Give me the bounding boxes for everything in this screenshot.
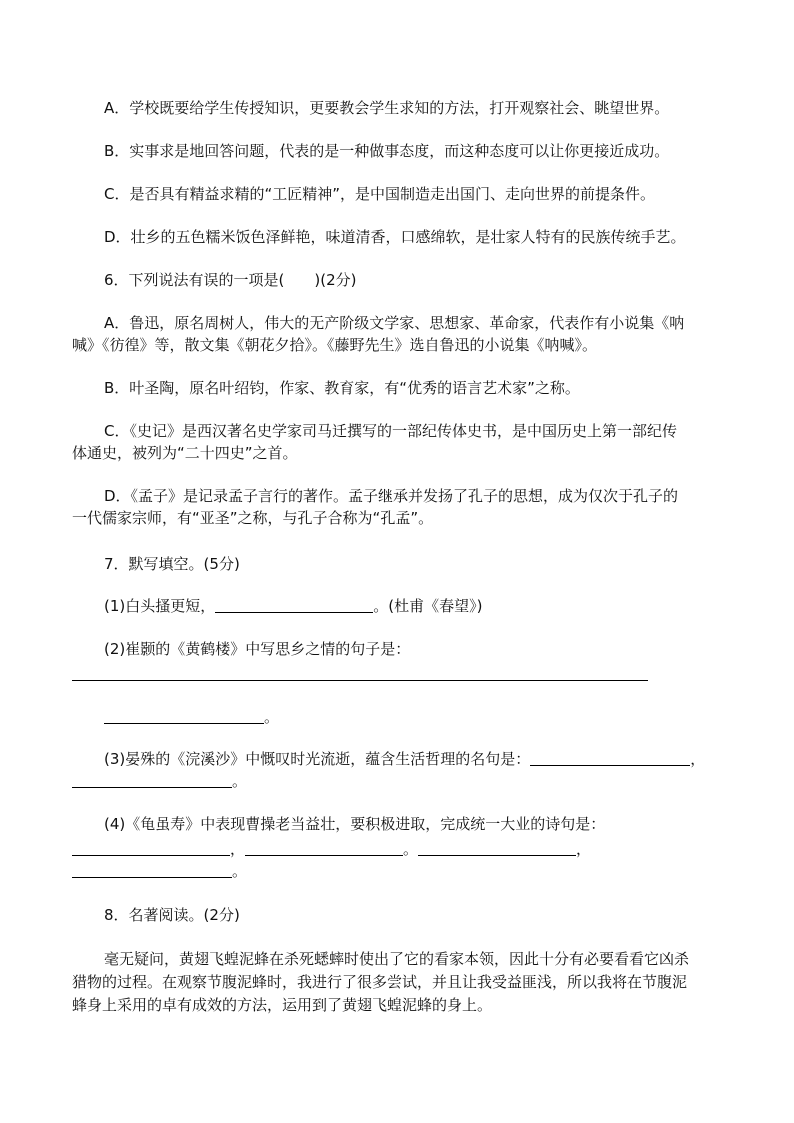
answer-blank[interactable] (72, 863, 232, 878)
q7-item3-comma: ， (690, 750, 706, 768)
q7-item4-period1: 。 (403, 840, 419, 858)
answer-blank[interactable] (72, 773, 232, 788)
q8-stem: 8．名著阅读。(2分) (104, 906, 240, 924)
q7-item2-end (104, 708, 279, 726)
answer-line[interactable] (72, 680, 648, 681)
q6-option-a-line1: A．鲁迅，原名周树人，伟大的无产阶级文学家、思想家、革命家，代表作有小说集《呐 (104, 314, 685, 332)
q7-item4-comma1: ， (230, 840, 246, 858)
q5-option-b: B．实事求是地回答问题，代表的是一种做事态度，而这种态度可以让你更接近成功。 (104, 142, 670, 160)
q7-item2-period: 。 (264, 708, 280, 726)
q5-option-a: A．学校既要给学生传授知识，更要教会学生求知的方法，打开观察社会、眺望世界。 (104, 99, 670, 117)
q6-option-c-line2: 体通史，被列为“二十四史”之首。 (72, 444, 298, 462)
q7-item3 (104, 750, 705, 768)
q7-item4: (4)《龟虽寿》中表现曹操老当益壮，要积极进取，完成统一大业的诗句是： (104, 815, 606, 833)
answer-blank[interactable] (245, 841, 403, 856)
q7-item3-period: 。 (232, 772, 248, 790)
q7-item3-text: (3)晏殊的《浣溪沙》中慨叹时光流逝，蕴含生活哲理的名句是： (104, 750, 531, 768)
q7-item4-comma2: ， (576, 840, 592, 858)
answer-blank[interactable] (72, 841, 230, 856)
q7-item1 (104, 597, 482, 615)
q6-option-a-line2: 喊》《彷徨》等，散文集《朝花夕拾》。《藤野先生》选自鲁迅的小说集《呐喊》。 (72, 336, 598, 354)
q7-item3-end (72, 772, 247, 790)
q6-option-d-line2: 一代儒家宗师，有“亚圣”之称，与孔子合称为“孔孟”。 (72, 509, 434, 527)
q8-passage-line3: 蜂身上采用的卓有成效的方法，运用到了黄翅飞蝗泥蜂的身上。 (72, 996, 493, 1014)
q7-item1-suffix: 。(杜甫《春望》) (373, 597, 483, 615)
q7-item4-period2: 。 (232, 862, 248, 880)
q7-item4-blanks-row1 (72, 840, 591, 858)
q6-option-c-line1: C．《史记》是西汉著名史学家司马迁撰写的一部纪传体史书，是中国历史上第一部纪传 (104, 422, 677, 440)
answer-blank[interactable] (104, 709, 264, 724)
q7-item2: (2)崔颢的《黄鹤楼》中写思乡之情的句子是： (104, 640, 411, 658)
q8-passage-line2: 猎物的过程。在观察节腹泥蜂时，我进行了很多尝试，并且让我受益匪浅，所以我将在节腹泥 (72, 973, 688, 991)
q5-option-c: C．是否具有精益求精的“工匠精神”，是中国制造走出国门、走向世界的前提条件。 (104, 185, 656, 203)
q6-option-b: B．叶圣陶，原名叶绍钧，作家、教育家，有“优秀的语言艺术家”之称。 (104, 379, 580, 397)
q6-stem: 6．下列说法有误的一项是( )(2分) (104, 271, 357, 289)
q7-item4-blanks-row2 (72, 862, 247, 880)
answer-blank[interactable] (530, 751, 690, 766)
q7-stem: 7．默写填空。(5分) (104, 555, 240, 573)
q8-passage-line1: 毫无疑问，黄翅飞蝗泥蜂在杀死蟋蟀时使出了它的看家本领，因此十分有必要看看它凶杀 (104, 950, 690, 968)
q6-option-d-line1: D．《孟子》是记录孟子言行的著作。孟子继承并发扬了孔子的思想，成为仅次于孔子的 (104, 487, 679, 505)
answer-blank[interactable] (418, 841, 576, 856)
q7-item1-prefix: (1)白头搔更短， (104, 597, 216, 615)
q5-option-d: D．壮乡的五色糯米饭色泽鲜艳，味道清香，口感绵软，是壮家人特有的民族传统手艺。 (104, 228, 686, 246)
answer-blank[interactable] (215, 598, 373, 613)
